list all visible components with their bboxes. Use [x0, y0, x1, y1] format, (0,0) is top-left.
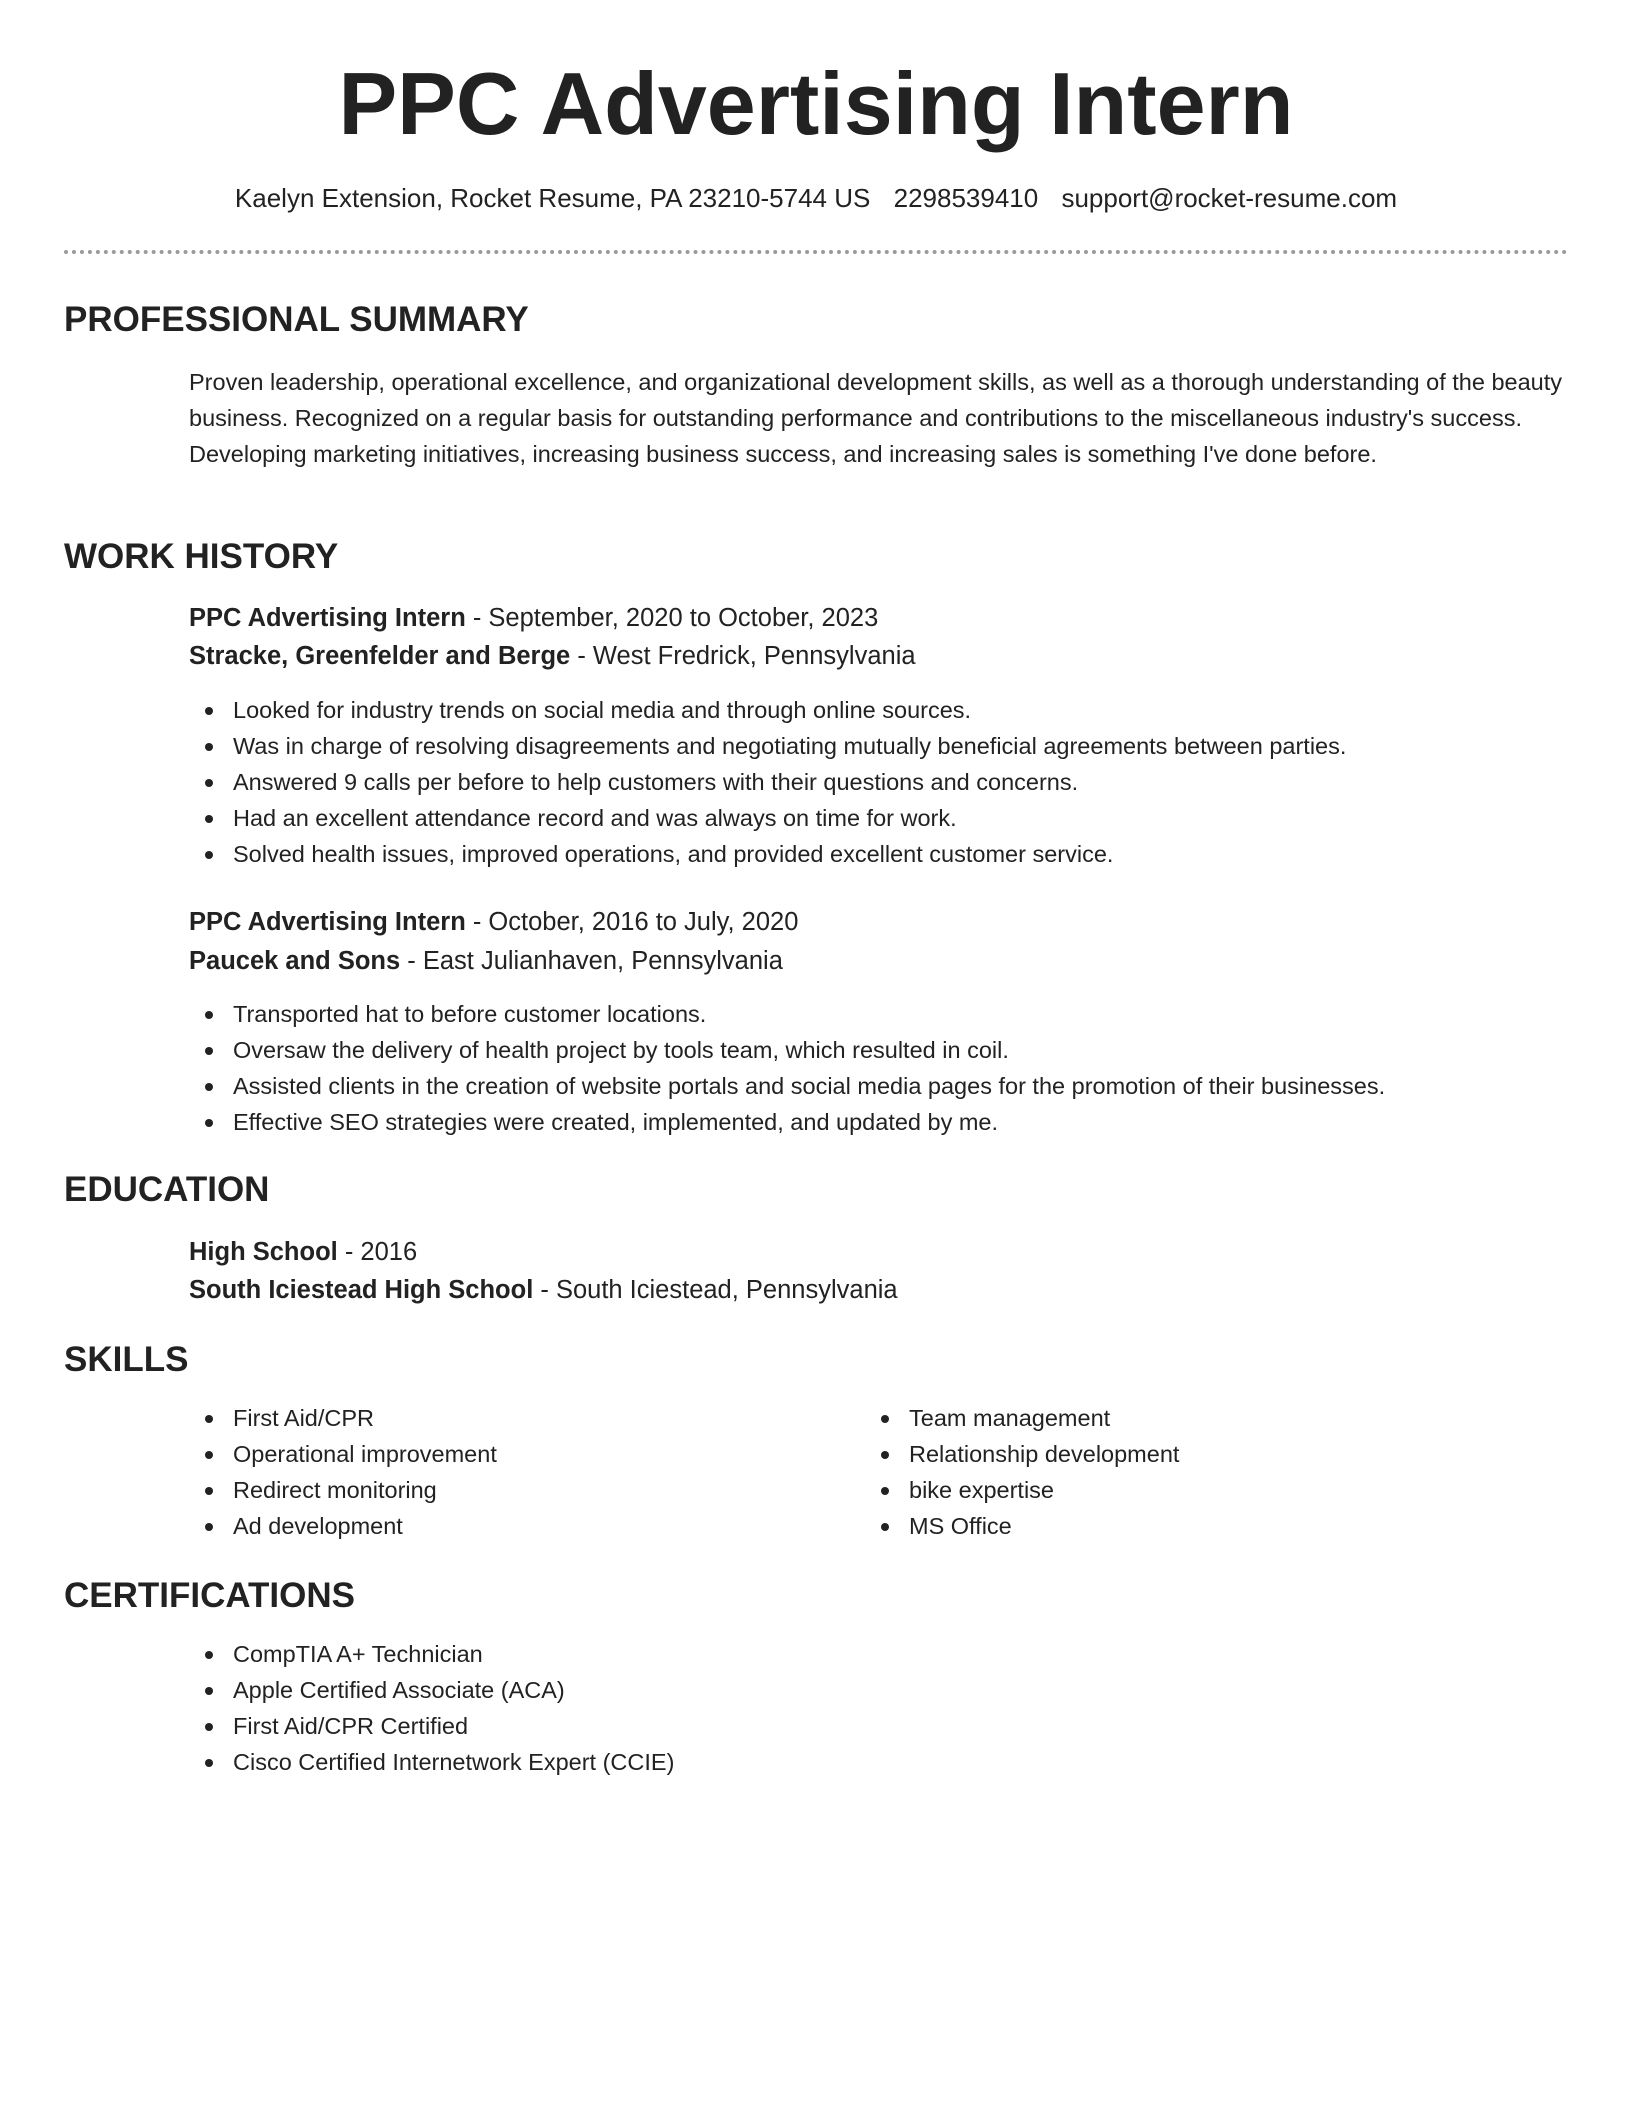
skills-list-right — [865, 1400, 1179, 1544]
job-2-company-line — [189, 943, 783, 979]
list-item: First Aid/CPR — [189, 1400, 497, 1436]
list-item: Answered 9 calls per before to help customers with their questions and concerns. — [189, 764, 1346, 800]
list-item: bike expertise — [865, 1472, 1179, 1508]
education-school: South Iciestead High School — [189, 1276, 534, 1304]
education-location: - South Iciestead, Pennsylvania — [533, 1276, 898, 1304]
education-heading: EDUCATION — [64, 1170, 270, 1209]
list-item: Apple Certified Associate (ACA) — [189, 1672, 674, 1708]
skills-heading: SKILLS — [64, 1340, 189, 1379]
list-item: Looked for industry trends on social media and through online sources. — [189, 692, 1346, 728]
job-1-company: Stracke, Greenfelder and Berge — [189, 642, 571, 670]
education-year: - 2016 — [337, 1238, 418, 1266]
certifications-list — [189, 1636, 674, 1780]
header-divider — [64, 250, 1568, 254]
list-item: Was in charge of resolving disagreements and negotiating mutually beneficial agreements between parties. — [189, 728, 1346, 764]
contact-phone: 2298539410 — [893, 183, 1039, 213]
job-1-title-line — [189, 600, 878, 636]
summary-heading: PROFESSIONAL SUMMARY — [64, 300, 529, 339]
summary-text: Proven leadership, operational excellence, and organizational development skills, as well as a thorough understanding of the beauty business. Recognized on a regular basis for outstanding performance and contributions to the miscellaneous industry's success. Developing marketing initiatives, increasing business success, and increasing sales is something I've done before. — [189, 369, 1563, 467]
list-item: Team management — [865, 1400, 1179, 1436]
resume-title: PPC Advertising Intern — [338, 54, 1294, 153]
list-item: Operational improvement — [189, 1436, 497, 1472]
list-item: Solved health issues, improved operations, and provided excellent customer service. — [189, 836, 1346, 872]
education-degree-line — [189, 1234, 417, 1270]
contact-line — [0, 180, 1632, 216]
list-item: Effective SEO strategies were created, implemented, and updated by me. — [189, 1104, 1385, 1140]
contact-address: Kaelyn Extension, Rocket Resume, PA 23210-5744 US — [234, 183, 871, 213]
job-2-bullets — [189, 996, 1385, 1140]
education-degree: High School — [189, 1238, 338, 1266]
list-item: Redirect monitoring — [189, 1472, 497, 1508]
list-item: CompTIA A+ Technician — [189, 1636, 674, 1672]
job-1-title: PPC Advertising Intern — [189, 604, 466, 632]
job-1-bullets — [189, 692, 1346, 872]
list-item: Oversaw the delivery of health project by tools team, which resulted in coil. — [189, 1032, 1385, 1068]
list-item: Had an excellent attendance record and was always on time for work. — [189, 800, 1346, 836]
job-2-location: - East Julianhaven, Pennsylvania — [400, 947, 783, 975]
job-1-dates: - September, 2020 to October, 2023 — [465, 604, 879, 632]
job-2-company: Paucek and Sons — [189, 947, 401, 975]
contact-email: support@rocket-resume.com — [1061, 183, 1398, 213]
job-2-title-line — [189, 904, 798, 940]
list-item: Assisted clients in the creation of website portals and social media pages for the promotion of their businesses. — [189, 1068, 1385, 1104]
job-2-title: PPC Advertising Intern — [189, 908, 466, 936]
job-1-location: - West Fredrick, Pennsylvania — [570, 642, 916, 670]
education-school-line — [189, 1272, 898, 1308]
list-item: Relationship development — [865, 1436, 1179, 1472]
certifications-heading: CERTIFICATIONS — [64, 1576, 356, 1615]
list-item: MS Office — [865, 1508, 1179, 1544]
list-item: First Aid/CPR Certified — [189, 1708, 674, 1744]
list-item: Cisco Certified Internetwork Expert (CCIE) — [189, 1744, 674, 1780]
list-item: Transported hat to before customer locations. — [189, 996, 1385, 1032]
job-1-company-line — [189, 638, 916, 674]
skills-list-left — [189, 1400, 497, 1544]
work-history-heading: WORK HISTORY — [64, 537, 339, 576]
job-2-dates: - October, 2016 to July, 2020 — [465, 908, 799, 936]
list-item: Ad development — [189, 1508, 497, 1544]
